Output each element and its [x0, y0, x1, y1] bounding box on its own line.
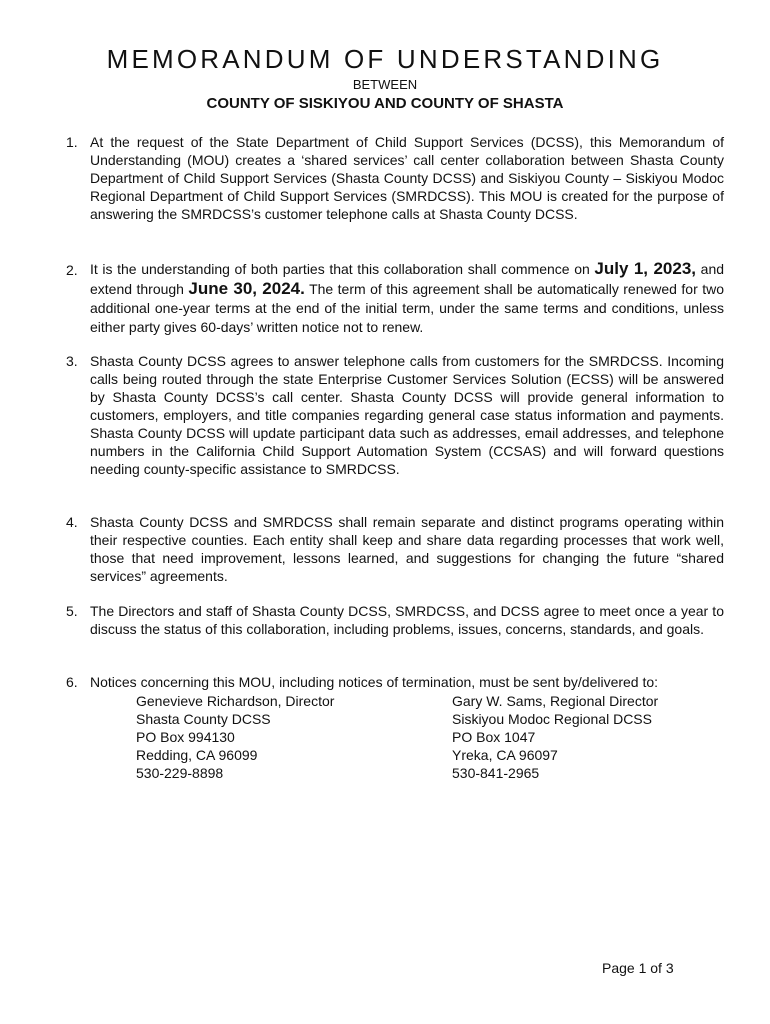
contact-shasta — [136, 692, 334, 782]
contact-name: Genevieve Richardson, Director — [136, 693, 335, 709]
contact-name: Gary W. Sams, Regional Director — [452, 693, 659, 709]
clause-text: Notices concerning this MOU, including notices of termination, must be sent by/delivered to: — [90, 674, 659, 690]
contact-city: Redding, CA 96099 — [136, 747, 258, 763]
clause-text-part: and extend through — [90, 261, 725, 297]
start-date: July 1, 2023, — [594, 259, 697, 278]
contact-po-box: PO Box 1047 — [452, 729, 536, 745]
document-title: MEMORANDUM OF UNDERSTANDING — [106, 44, 664, 74]
clause-number: 4. — [66, 514, 78, 530]
clause-text: Shasta County DCSS agrees to answer telephone calls from customers for the SMRDCSS. Incoming calls being routed through the state Enterprise Customer Services Solution (ECSS) will be answered by Shasta County DCSS’s call center. Shasta County DCSS will provide general information to customers, employers, and title companies regarding general case status information and payments. Shasta County DCSS will update participant data such as addresses, email addresses, and telephone numbers in the California Child Support Automation System (CCSAS) and will forward questions needing county-specific assistance to SMRDCSS. — [90, 353, 724, 477]
clause-6 — [66, 673, 724, 691]
contact-phone: 530-841-2965 — [452, 765, 540, 781]
contact-org: Shasta County DCSS — [136, 711, 271, 727]
clause-number: 2. — [66, 262, 78, 278]
clause-text — [90, 259, 724, 337]
clause-2 — [66, 259, 724, 337]
contact-po-box: PO Box 994130 — [136, 729, 235, 745]
contact-siskiyou — [452, 692, 658, 782]
clause-number: 5. — [66, 603, 78, 619]
clause-number: 3. — [66, 353, 78, 369]
contact-phone: 530-229-8898 — [136, 765, 224, 781]
clause-text: Shasta County DCSS and SMRDCSS shall remain separate and distinct programs operating within their respective counties. Each entity shall keep and share data regarding processes that work well, those that need improvement, lessons learned, and suggestions for changing the future “shared services” agreements. — [90, 514, 724, 584]
clause-number: 1. — [66, 134, 78, 150]
clause-3 — [66, 352, 724, 478]
end-date: June 30, 2024. — [188, 279, 305, 298]
clause-text-part: The term of this agreement shall be automatically renewed for two additional one-year terms at the end of the initial term, under the same terms and conditions, unless either party gives 60-days’ written notice not to renew. — [90, 281, 724, 335]
clause-number: 6. — [66, 674, 78, 690]
clause-text: At the request of the State Department of Child Support Services (DCSS), this Memorandum of Understanding (MOU) creates a ‘shared services’ call center collaboration between Shasta County Department of Child Support Services (Shasta County DCSS) and Siskiyou County – Siskiyou Modoc Regional Department of Child Support Services (SMRDCSS). This MOU is created for the purpose of answering the SMRDCSS’s customer telephone calls at Shasta County DCSS. — [90, 134, 724, 222]
clause-text: The Directors and staff of Shasta County DCSS, SMRDCSS, and DCSS agree to meet once a year to discuss the status of this collaboration, including problems, issues, concerns, standards, and goals. — [90, 603, 724, 637]
contact-org: Siskiyou Modoc Regional DCSS — [452, 711, 652, 727]
clause-5 — [66, 602, 724, 638]
clause-4 — [66, 513, 724, 585]
contact-city: Yreka, CA 96097 — [452, 747, 558, 763]
clause-text-part: It is the understanding of both parties that this collaboration shall commence on — [90, 261, 590, 277]
between-label: BETWEEN — [352, 77, 418, 92]
clause-1 — [66, 133, 724, 223]
parties-heading: COUNTY OF SISKIYOU AND COUNTY OF SHASTA — [206, 95, 564, 112]
page-number: Page 1 of 3 — [602, 960, 674, 976]
